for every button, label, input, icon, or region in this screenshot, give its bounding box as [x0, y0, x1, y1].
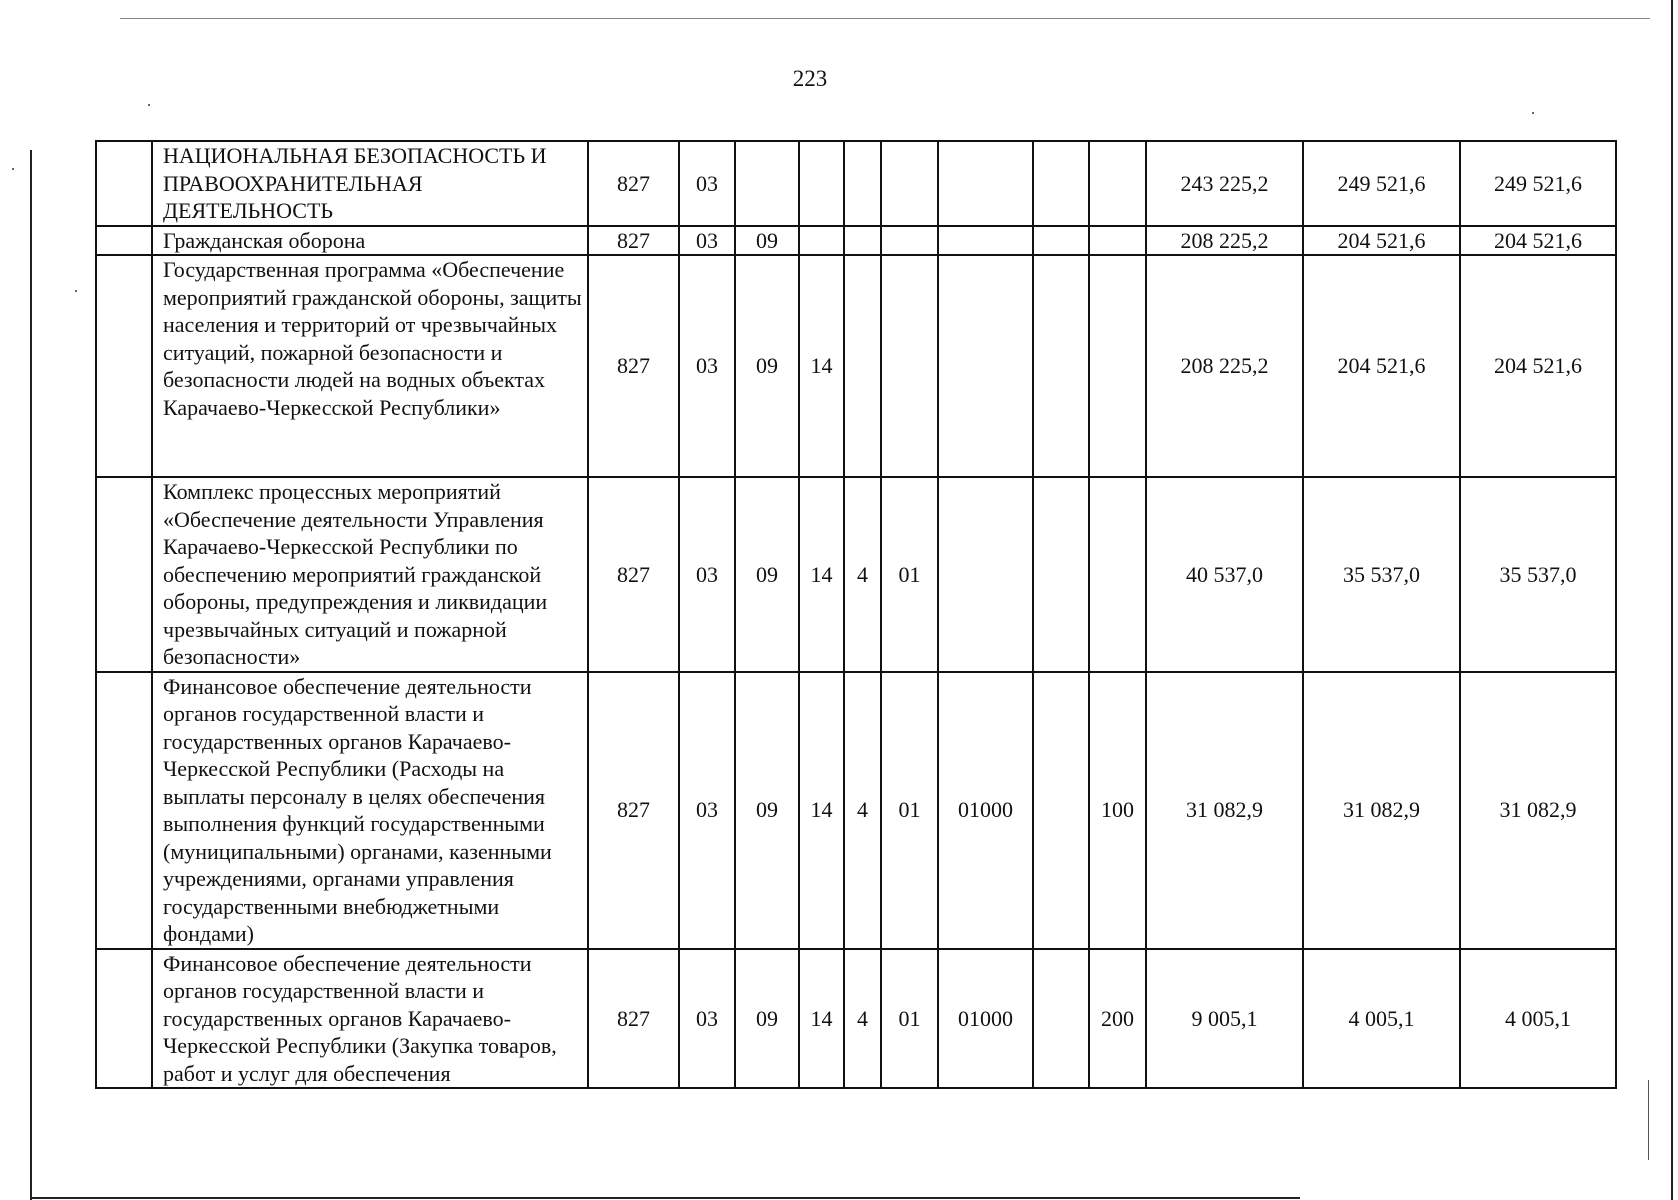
row-name: Гражданская оборона [152, 226, 588, 256]
table-row [96, 477, 1616, 672]
section-code: 03 [679, 141, 735, 226]
amount-1: 208 225,2 [1146, 226, 1303, 256]
scan-dot [75, 290, 77, 292]
blank-code [1033, 672, 1089, 949]
program-code: 14 [799, 255, 844, 477]
row-name: Государственная программа «Обеспечение мероприятий гражданской обороны, защиты населения и территорий от чрезвычайных ситуаций, пожарной безопасности и безопасности людей на водных объектах Карачаево-Черкесской Республики» [152, 255, 588, 477]
section-code: 03 [679, 226, 735, 256]
amount-3: 204 521,6 [1460, 226, 1616, 256]
amount-2: 31 082,9 [1303, 672, 1460, 949]
structural-code: 01 [881, 477, 938, 672]
row-name: Комплекс процессных мероприятий «Обеспечение деятельности Управления Карачаево-Черкесской Республики по обеспечению мероприятий гражданской обороны, предупреждения и ликвидации чрезвычайных ситуаций и пожарной безопасности» [152, 477, 588, 672]
scan-mark-right [1648, 1080, 1649, 1160]
table-row [96, 672, 1616, 949]
expense-type-code [1089, 477, 1146, 672]
direction-code [938, 141, 1033, 226]
blank-code [1033, 477, 1089, 672]
amount-3: 249 521,6 [1460, 141, 1616, 226]
amount-1: 40 537,0 [1146, 477, 1303, 672]
scan-dot [12, 168, 14, 170]
blank-code [1033, 949, 1089, 1089]
amount-2: 35 537,0 [1303, 477, 1460, 672]
scan-border-bottom [30, 1197, 1300, 1199]
amount-2: 4 005,1 [1303, 949, 1460, 1089]
subsection-code: 09 [735, 672, 799, 949]
amount-3: 35 537,0 [1460, 477, 1616, 672]
blank-code [1033, 226, 1089, 256]
program-code: 14 [799, 949, 844, 1089]
row-name: Финансовое обеспечение деятельности органов государственной власти и государственных органов Карачаево-Черкесской Республики (Закупка товаров, работ и услуг для обеспечения [152, 949, 588, 1089]
page-number: 223 [792, 66, 828, 91]
subsection-code: 09 [735, 226, 799, 256]
type-code: 4 [844, 949, 881, 1089]
subsection-code [735, 141, 799, 226]
amount-3: 31 082,9 [1460, 672, 1616, 949]
subsection-code: 09 [735, 477, 799, 672]
row-number-cell [96, 226, 152, 256]
amount-3: 4 005,1 [1460, 949, 1616, 1089]
blank-code [1033, 255, 1089, 477]
direction-code [938, 477, 1033, 672]
program-code: 14 [799, 672, 844, 949]
subsection-code: 09 [735, 255, 799, 477]
ministry-code: 827 [588, 255, 679, 477]
type-code: 4 [844, 672, 881, 949]
amount-1: 31 082,9 [1146, 672, 1303, 949]
type-code [844, 141, 881, 226]
structural-code: 01 [881, 672, 938, 949]
ministry-code: 827 [588, 226, 679, 256]
table-row [96, 226, 1616, 256]
amount-1: 243 225,2 [1146, 141, 1303, 226]
structural-code: 01 [881, 949, 938, 1089]
table-row [96, 255, 1616, 477]
ministry-code: 827 [588, 672, 679, 949]
program-code: 14 [799, 477, 844, 672]
row-number-cell [96, 672, 152, 949]
expense-type-code: 200 [1089, 949, 1146, 1089]
blank-code [1033, 141, 1089, 226]
section-code: 03 [679, 255, 735, 477]
section-code: 03 [679, 672, 735, 949]
row-number-cell [96, 255, 152, 477]
amount-2: 249 521,6 [1303, 141, 1460, 226]
amount-2: 204 521,6 [1303, 255, 1460, 477]
direction-code: 01000 [938, 672, 1033, 949]
scan-dot [1532, 112, 1534, 114]
structural-code [881, 226, 938, 256]
type-code [844, 255, 881, 477]
ministry-code: 827 [588, 477, 679, 672]
section-code: 03 [679, 949, 735, 1089]
subsection-code: 09 [735, 949, 799, 1089]
direction-code [938, 226, 1033, 256]
type-code [844, 226, 881, 256]
amount-1: 9 005,1 [1146, 949, 1303, 1089]
section-code: 03 [679, 477, 735, 672]
direction-code [938, 255, 1033, 477]
scan-border-left [30, 150, 32, 1200]
program-code [799, 226, 844, 256]
direction-code: 01000 [938, 949, 1033, 1089]
structural-code [881, 141, 938, 226]
row-name: Финансовое обеспечение деятельности органов государственной власти и государственных органов Карачаево-Черкесской Республики (Расходы на выплаты персоналу в целях обеспечения выполнения функций государственными (муниципальными) органами, казенными учреждениями, органами управления государственными внебюджетными фондами) [152, 672, 588, 949]
program-code [799, 141, 844, 226]
amount-2: 204 521,6 [1303, 226, 1460, 256]
scan-border-right [1671, 0, 1673, 1200]
scan-border-top [120, 18, 1650, 19]
row-number-cell [96, 949, 152, 1089]
amount-1: 208 225,2 [1146, 255, 1303, 477]
ministry-code: 827 [588, 141, 679, 226]
expense-type-code [1089, 226, 1146, 256]
amount-3: 204 521,6 [1460, 255, 1616, 477]
scan-dot [148, 104, 150, 106]
row-number-cell [96, 141, 152, 226]
expense-type-code [1089, 255, 1146, 477]
expense-type-code: 100 [1089, 672, 1146, 949]
budget-table [95, 140, 1617, 1089]
row-name: НАЦИОНАЛЬНАЯ БЕЗОПАСНОСТЬ И ПРАВООХРАНИТЕЛЬНАЯ ДЕЯТЕЛЬНОСТЬ [152, 141, 588, 226]
type-code: 4 [844, 477, 881, 672]
ministry-code: 827 [588, 949, 679, 1089]
table-row [96, 949, 1616, 1089]
table-row [96, 141, 1616, 226]
structural-code [881, 255, 938, 477]
row-number-cell [96, 477, 152, 672]
expense-type-code [1089, 141, 1146, 226]
